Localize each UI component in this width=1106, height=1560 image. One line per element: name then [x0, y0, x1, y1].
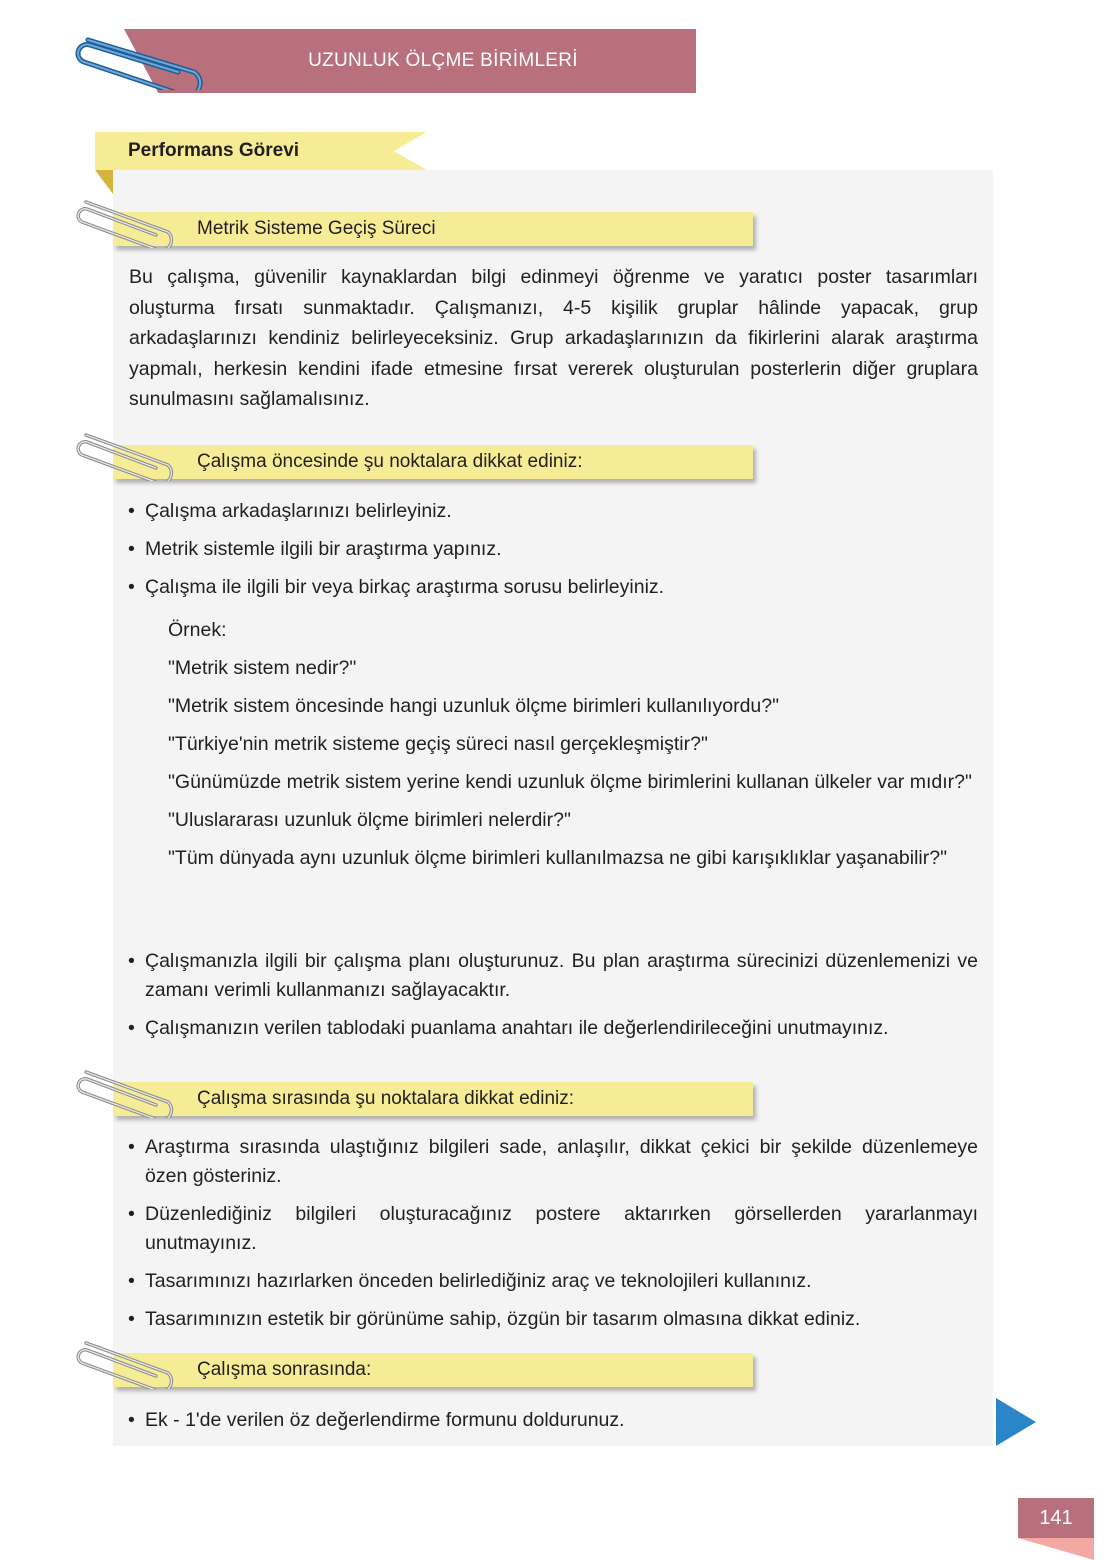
- list-item: • Araştırma sırasında ulaştığınız bilgileri sade, anlaşılır, dikkat çekici bir şekilde düzenlemeye özen gösteriniz.: [128, 1133, 978, 1191]
- list-item: • Tasarımınızı hazırlarken önceden belirlediğiniz araç ve teknolojileri kullanınız.: [128, 1267, 978, 1296]
- section-heading-after: Çalışma sonrasında:: [197, 1359, 372, 1380]
- after-bullets: [128, 1406, 978, 1435]
- paperclip-icon: [70, 192, 178, 248]
- section-heading-intro: Metrik Sisteme Geçiş Süreci: [197, 218, 436, 239]
- example-question: "Günümüzde metrik sistem yerine kendi uzunluk ölçme birimlerini kullanan ülkeler var mıdır?": [168, 771, 972, 793]
- before-bullets-a: [128, 497, 978, 602]
- performance-tab-label: Performans Görevi: [128, 140, 300, 161]
- list-item: • Çalışmanızın verilen tablodaki puanlama anahtarı ile değerlendirileceğini unutmayınız.: [128, 1014, 978, 1043]
- example-question: "Türkiye'nin metrik sisteme geçiş süreci nasıl gerçekleşmiştir?": [168, 733, 708, 755]
- list-item: • Tasarımınızın estetik bir görünüme sahip, özgün bir tasarım olmasına dikkat ediniz.: [128, 1305, 978, 1334]
- example-questions: [168, 616, 978, 873]
- performance-tab-fold: [95, 170, 113, 194]
- list-item: • Ek - 1'de verilen öz değerlendirme formunu doldurunuz.: [128, 1406, 978, 1435]
- example-question: "Metrik sistem nedir?": [168, 657, 357, 679]
- paperclip-icon: [70, 1062, 178, 1118]
- page-number: 141: [1039, 1507, 1073, 1529]
- during-bullets: [128, 1133, 978, 1334]
- example-question: "Tüm dünyada aynı uzunluk ölçme birimleri kullanılmazsa ne gibi karışıklıklar yaşanabilir?": [168, 847, 948, 869]
- list-item: • Çalışmanızla ilgili bir çalışma planı oluşturunuz. Bu plan araştırma sürecinizi düzenlemenizi ve zamanı verimli kullanmanızı sağlayacaktır.: [128, 947, 978, 1005]
- list-item: • Metrik sistemle ilgili bir araştırma yapınız.: [128, 535, 978, 564]
- example-question: "Uluslararası uzunluk ölçme birimleri nelerdir?": [168, 809, 571, 831]
- list-item: • Çalışma arkadaşlarınızı belirleyiniz.: [128, 497, 978, 526]
- section-heading-during: Çalışma sırasında şu noktalara dikkat ediniz:: [197, 1088, 575, 1109]
- next-arrow-icon[interactable]: [996, 1398, 1036, 1446]
- before-bullets-b: [128, 947, 978, 1043]
- page-corner-decoration: [1018, 1538, 1094, 1560]
- list-item: • Çalışma ile ilgili bir veya birkaç araştırma sorusu belirleyiniz.: [128, 573, 978, 602]
- header-title: UZUNLUK ÖLÇME BİRİMLERİ: [308, 50, 578, 71]
- section-heading-before: Çalışma öncesinde şu noktalara dikkat ediniz:: [197, 451, 583, 472]
- paperclip-icon: [70, 1333, 178, 1389]
- intro-paragraph: Bu çalışma, güvenilir kaynaklardan bilgi edinmeyi öğrenme ve yaratıcı poster tasarımları oluşturma fırsatı sunmaktadır. Çalışmanızı, 4-5 kişilik gruplar hâlinde yapacak, grup arkadaşlarınızı kendiniz belirleyeceksiniz. Grup arkadaşlarınızın da fikirlerini alarak araştırma yapmalı, herkesin kendini ifade etmesine fırsat vererek oluşturulan posterlerin diğer gruplara sunulmasını sağlamalısınız.: [129, 266, 978, 411]
- example-label: Örnek:: [168, 619, 227, 641]
- paperclip-icon: [70, 425, 178, 481]
- list-item: • Düzenlediğiniz bilgileri oluşturacağınız postere aktarırken görsellerden yararlanmayı unutmayınız.: [128, 1200, 978, 1258]
- example-question: "Metrik sistem öncesinde hangi uzunluk ölçme birimleri kullanılıyordu?": [168, 695, 780, 717]
